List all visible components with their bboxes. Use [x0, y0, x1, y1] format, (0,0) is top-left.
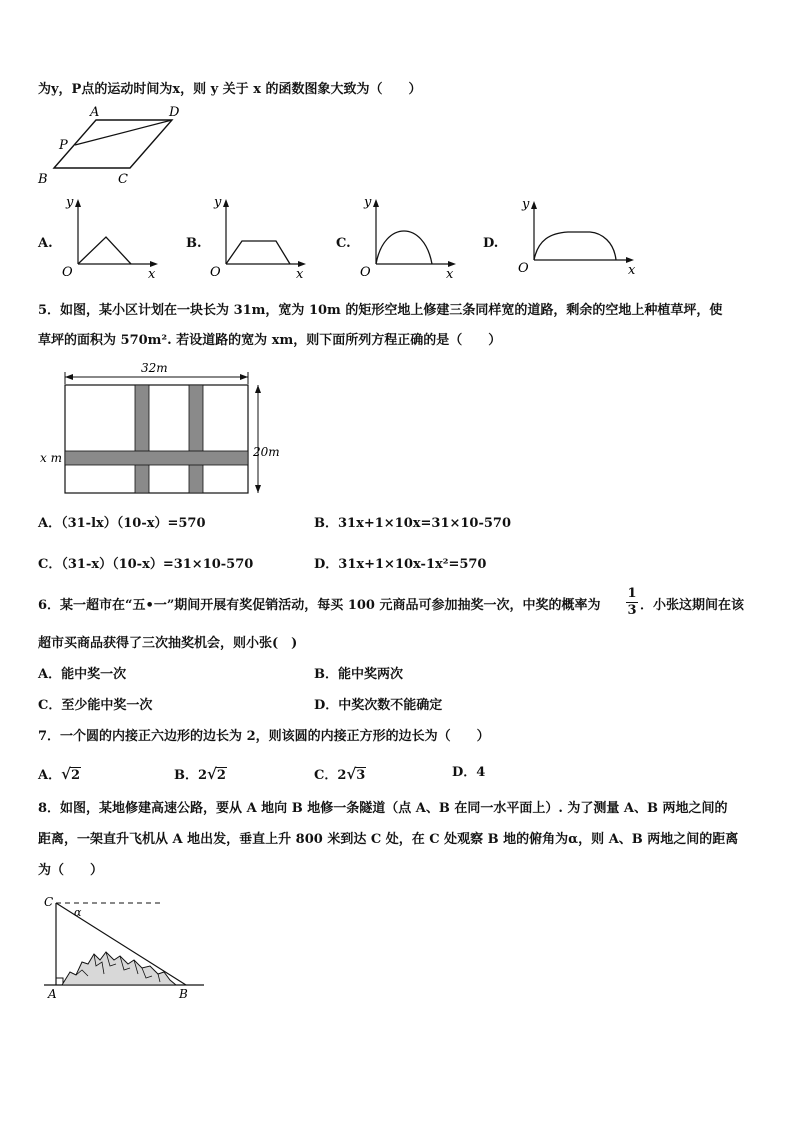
q8-tunnel-figure: [36, 890, 226, 1006]
q6-option-d: D．中奖次数不能确定: [314, 698, 443, 713]
q8-stem-line2: 距离，一架直升飞机从 A 地出发，垂直上升 800 米到达 C 处，在 C 处观察 B 地的俯角为α，则 A、B 两地之间的距离: [38, 832, 739, 847]
q5-option-c: C．（31-x）（10-x）=31×10-570: [38, 557, 254, 572]
q4c-y-label: y: [364, 195, 372, 210]
q4a-y-label: y: [66, 195, 74, 210]
q4c-x-label: x: [446, 267, 454, 282]
q4-label-a: A: [90, 105, 100, 120]
q6-fraction-denominator: 3: [627, 603, 637, 618]
q4-option-d-graph: [514, 194, 644, 280]
q4d-y-label: y: [522, 197, 530, 212]
q7-option-a-radicand: 2: [70, 768, 80, 783]
q4b-y-label: y: [214, 195, 222, 210]
q7-stem: 7．一个圆的内接正六边形的边长为 2，则该圆的内接正方形的边长为（ ）: [38, 729, 490, 744]
q5-stem-line2: 草坪的面积为 570m². 若设道路的宽为 xm，则下面所列方程正确的是（ ）: [38, 333, 502, 348]
q6-fraction-numerator: 1: [627, 586, 637, 601]
q6-option-c: C．至少能中奖一次: [38, 698, 153, 713]
q6-stem-line1-a: 6．某一超市在“五•一”期间开展有奖促销活动，每买 100 元商品可参加抽奖一次，中奖的概率为: [38, 598, 601, 613]
q6-probability-fraction: [626, 587, 638, 618]
q5-option-a: A．（31-lx）（10-x）=570: [38, 516, 206, 531]
q5-stem-line1: 5．如图，某小区计划在一块长为 31m，宽为 10m 的矩形空地上修建三条同样宽的道路，剩余的空地上种植草坪，使: [38, 303, 723, 318]
q6-option-a: A．能中奖一次: [38, 667, 127, 682]
q7-option-b-radicand: 2: [216, 768, 226, 783]
q7-option-c: C．2√3: [314, 765, 366, 783]
q4b-x-label: x: [296, 267, 304, 282]
q4-option-c-letter: C.: [336, 236, 351, 251]
q7-option-d: D．4: [452, 765, 486, 780]
q8-label-c: C: [44, 895, 54, 909]
q7-option-a: A．√2: [38, 765, 80, 783]
q4a-o-label: O: [62, 265, 73, 280]
q8-label-a: A: [48, 987, 57, 1001]
q4-option-a-graph: [58, 194, 168, 280]
q4b-o-label: O: [210, 265, 221, 280]
q5-road-figure: [36, 360, 296, 500]
q4-label-p: P: [59, 138, 68, 153]
q4-label-c: C: [118, 172, 128, 187]
q4-stem: 为y，P点的运动时间为x，则 y 关于 x 的函数图象大致为（ ）: [38, 82, 422, 97]
q5-option-d: D．31x+1×10x-1x²=570: [314, 557, 487, 572]
q8-stem-line3: 为（ ）: [38, 863, 104, 878]
q6-option-b: B．能中奖两次: [314, 667, 403, 682]
q5-label-left: x m: [40, 451, 62, 465]
q7-option-b-letter: B．2: [174, 768, 208, 783]
q8-stem-line1: 8．如图，某地修建高速公路，要从 A 地向 B 地修一条隧道（点 A、B 在同一水平面上）. 为了测量 A、B 两地之间的: [38, 801, 728, 816]
q5-option-b: B．31x+1×10x=31×10-570: [314, 516, 511, 531]
q5-label-right: 20m: [253, 445, 280, 459]
q4-option-b-letter: B.: [186, 236, 202, 251]
q4c-o-label: O: [360, 265, 371, 280]
q4-option-a-letter: A.: [38, 236, 53, 251]
q4-label-d: D: [169, 105, 180, 120]
q6-stem-line1-b: ．小张这期间在该: [640, 598, 745, 613]
q8-label-b: B: [179, 987, 188, 1001]
q4-option-c-graph: [356, 194, 466, 280]
q8-label-alpha: α: [74, 906, 82, 919]
q7-option-c-letter: C．2: [314, 768, 347, 783]
q4-option-b-graph: [206, 194, 316, 280]
q4a-x-label: x: [148, 267, 156, 282]
q7-option-a-letter: A．: [38, 768, 62, 783]
q4-option-d-letter: D.: [483, 236, 499, 251]
q4d-o-label: O: [518, 261, 529, 276]
q7-option-c-radicand: 3: [356, 768, 366, 783]
q6-stem-line2: 超市买商品获得了三次抽奖机会，则小张( ): [38, 636, 298, 651]
q4-label-b: B: [38, 172, 48, 187]
q5-label-top: 32m: [141, 361, 168, 375]
q4-parallelogram-figure: [36, 104, 186, 186]
q7-option-b: B．2√2: [174, 765, 226, 783]
q4d-x-label: x: [628, 263, 636, 278]
